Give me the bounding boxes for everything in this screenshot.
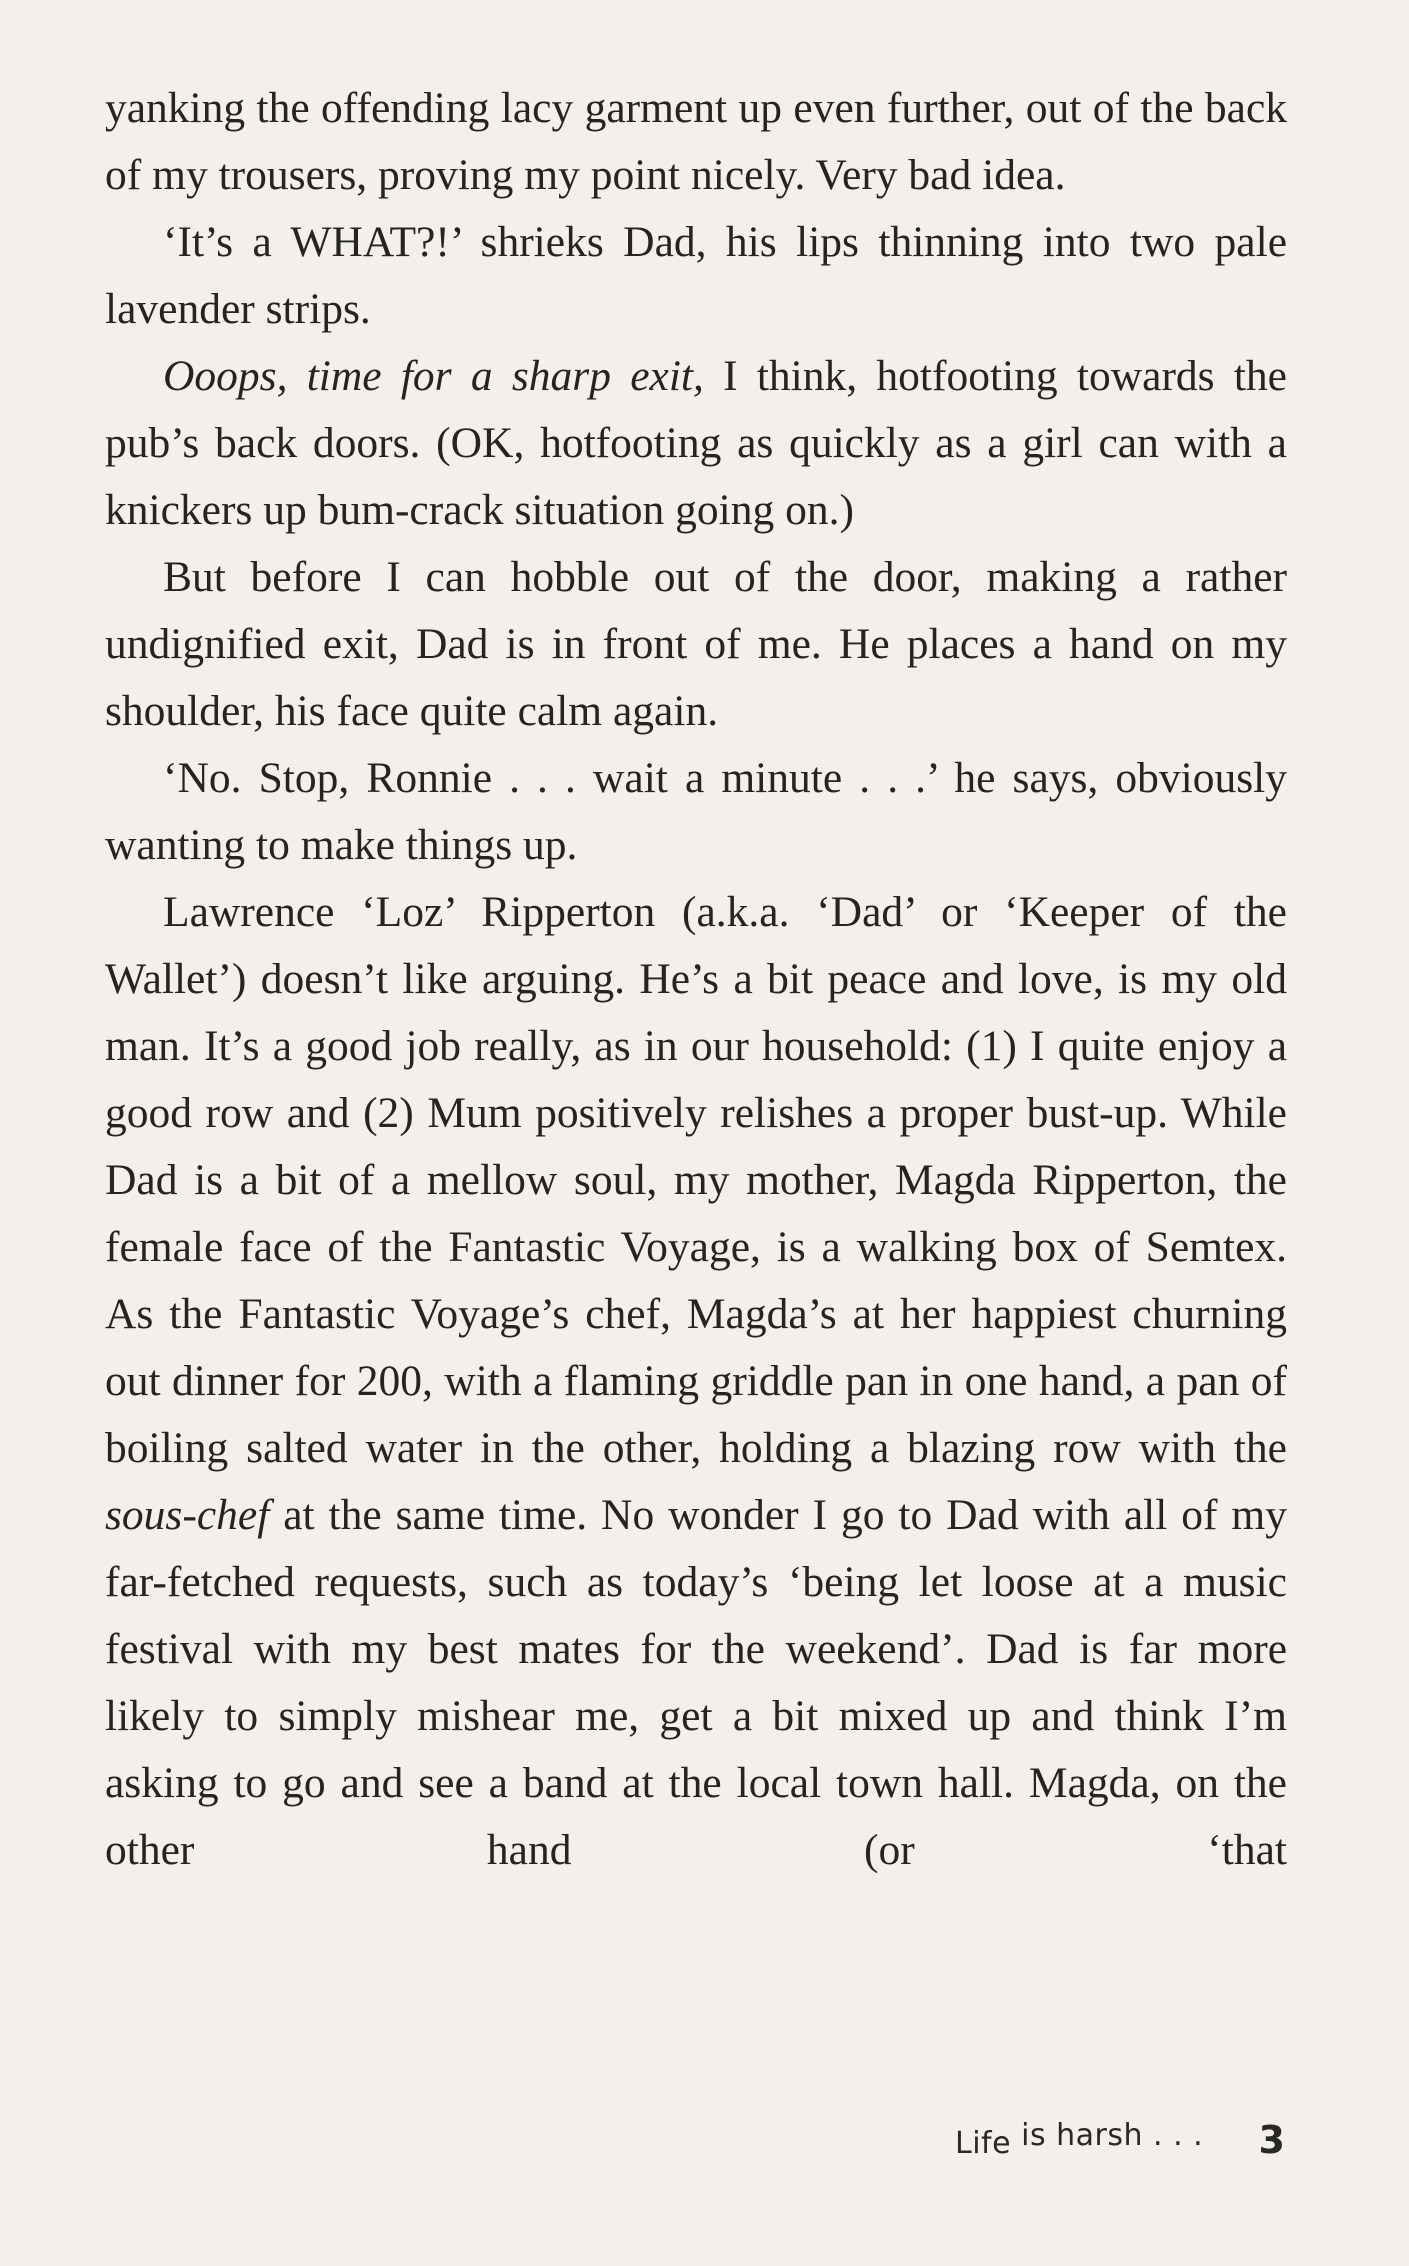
running-head-rest: is harsh . . . bbox=[1021, 2118, 1204, 2153]
paragraph-2 bbox=[105, 209, 1287, 343]
paragraph-3 bbox=[105, 343, 1287, 544]
paragraph-6-text-b: at the same time. No wonder I go to Dad with all of my far-fetched requests, such as today’s ‘being let loose at a music festival with my best mates for the weekend’. Dad is far more likely to simply mishear me, get a bit mixed up and think I’m asking to go and see a band at the local town hall. Magda, on the other hand (or ‘that bbox=[105, 1491, 1287, 1874]
paragraph-5 bbox=[105, 745, 1287, 879]
paragraph-2-text: ‘It’s a WHAT?!’ shrieks Dad, his lips thinning into two pale lavender strips. bbox=[105, 218, 1287, 333]
running-head-word: Life bbox=[955, 2126, 1012, 2161]
paragraph-1 bbox=[105, 75, 1287, 209]
paragraph-6-text-a: Lawrence ‘Loz’ Ripperton (a.k.a. ‘Dad’ or ‘Keeper of the Wallet’) doesn’t like arguing. He’s a bit peace and love, is my old man. It’s a good job really, as in our household: (1) I quite enjoy a good row and (2) Mum positively relishes a proper bust-up. While Dad is a bit of a mellow soul, my mother, Magda Ripperton, the female face of the Fantastic Voyage, is a walking box of Semtex. As the Fantastic Voyage’s chef, Magda’s at her happiest churning out dinner for 200, with a flaming griddle pan in one hand, a pan of boiling salted water in the other, holding a blazing row with the bbox=[105, 888, 1287, 1472]
paragraph-6 bbox=[105, 879, 1287, 1884]
body-text bbox=[105, 75, 1287, 1884]
paragraph-6-italic-text: sous-chef bbox=[105, 1491, 270, 1539]
paragraph-4-text: But before I can hobble out of the door, making a rather undignified exit, Dad is in front of me. He places a hand on my shoulder, his face quite calm again. bbox=[105, 553, 1287, 735]
paragraph-1-text: yanking the offending lacy garment up even further, out of the back of my trousers, proving my point nicely. Very bad idea. bbox=[105, 84, 1287, 199]
paragraph-3-text: I think, hotfooting towards the pub’s back doors. (OK, hotfooting as quickly as a girl can with a knickers up bum-crack situation going on.) bbox=[105, 352, 1287, 534]
page-footer bbox=[955, 2112, 1285, 2172]
running-head bbox=[955, 2118, 1204, 2161]
paragraph-5-text: ‘No. Stop, Ronnie . . . wait a minute . . .’ he says, obviously wanting to make things up. bbox=[105, 754, 1287, 869]
paragraph-3-italic-text: Ooops, time for a sharp exit, bbox=[163, 352, 704, 400]
page-number: 3 bbox=[1258, 2118, 1285, 2162]
paragraph-4 bbox=[105, 544, 1287, 745]
